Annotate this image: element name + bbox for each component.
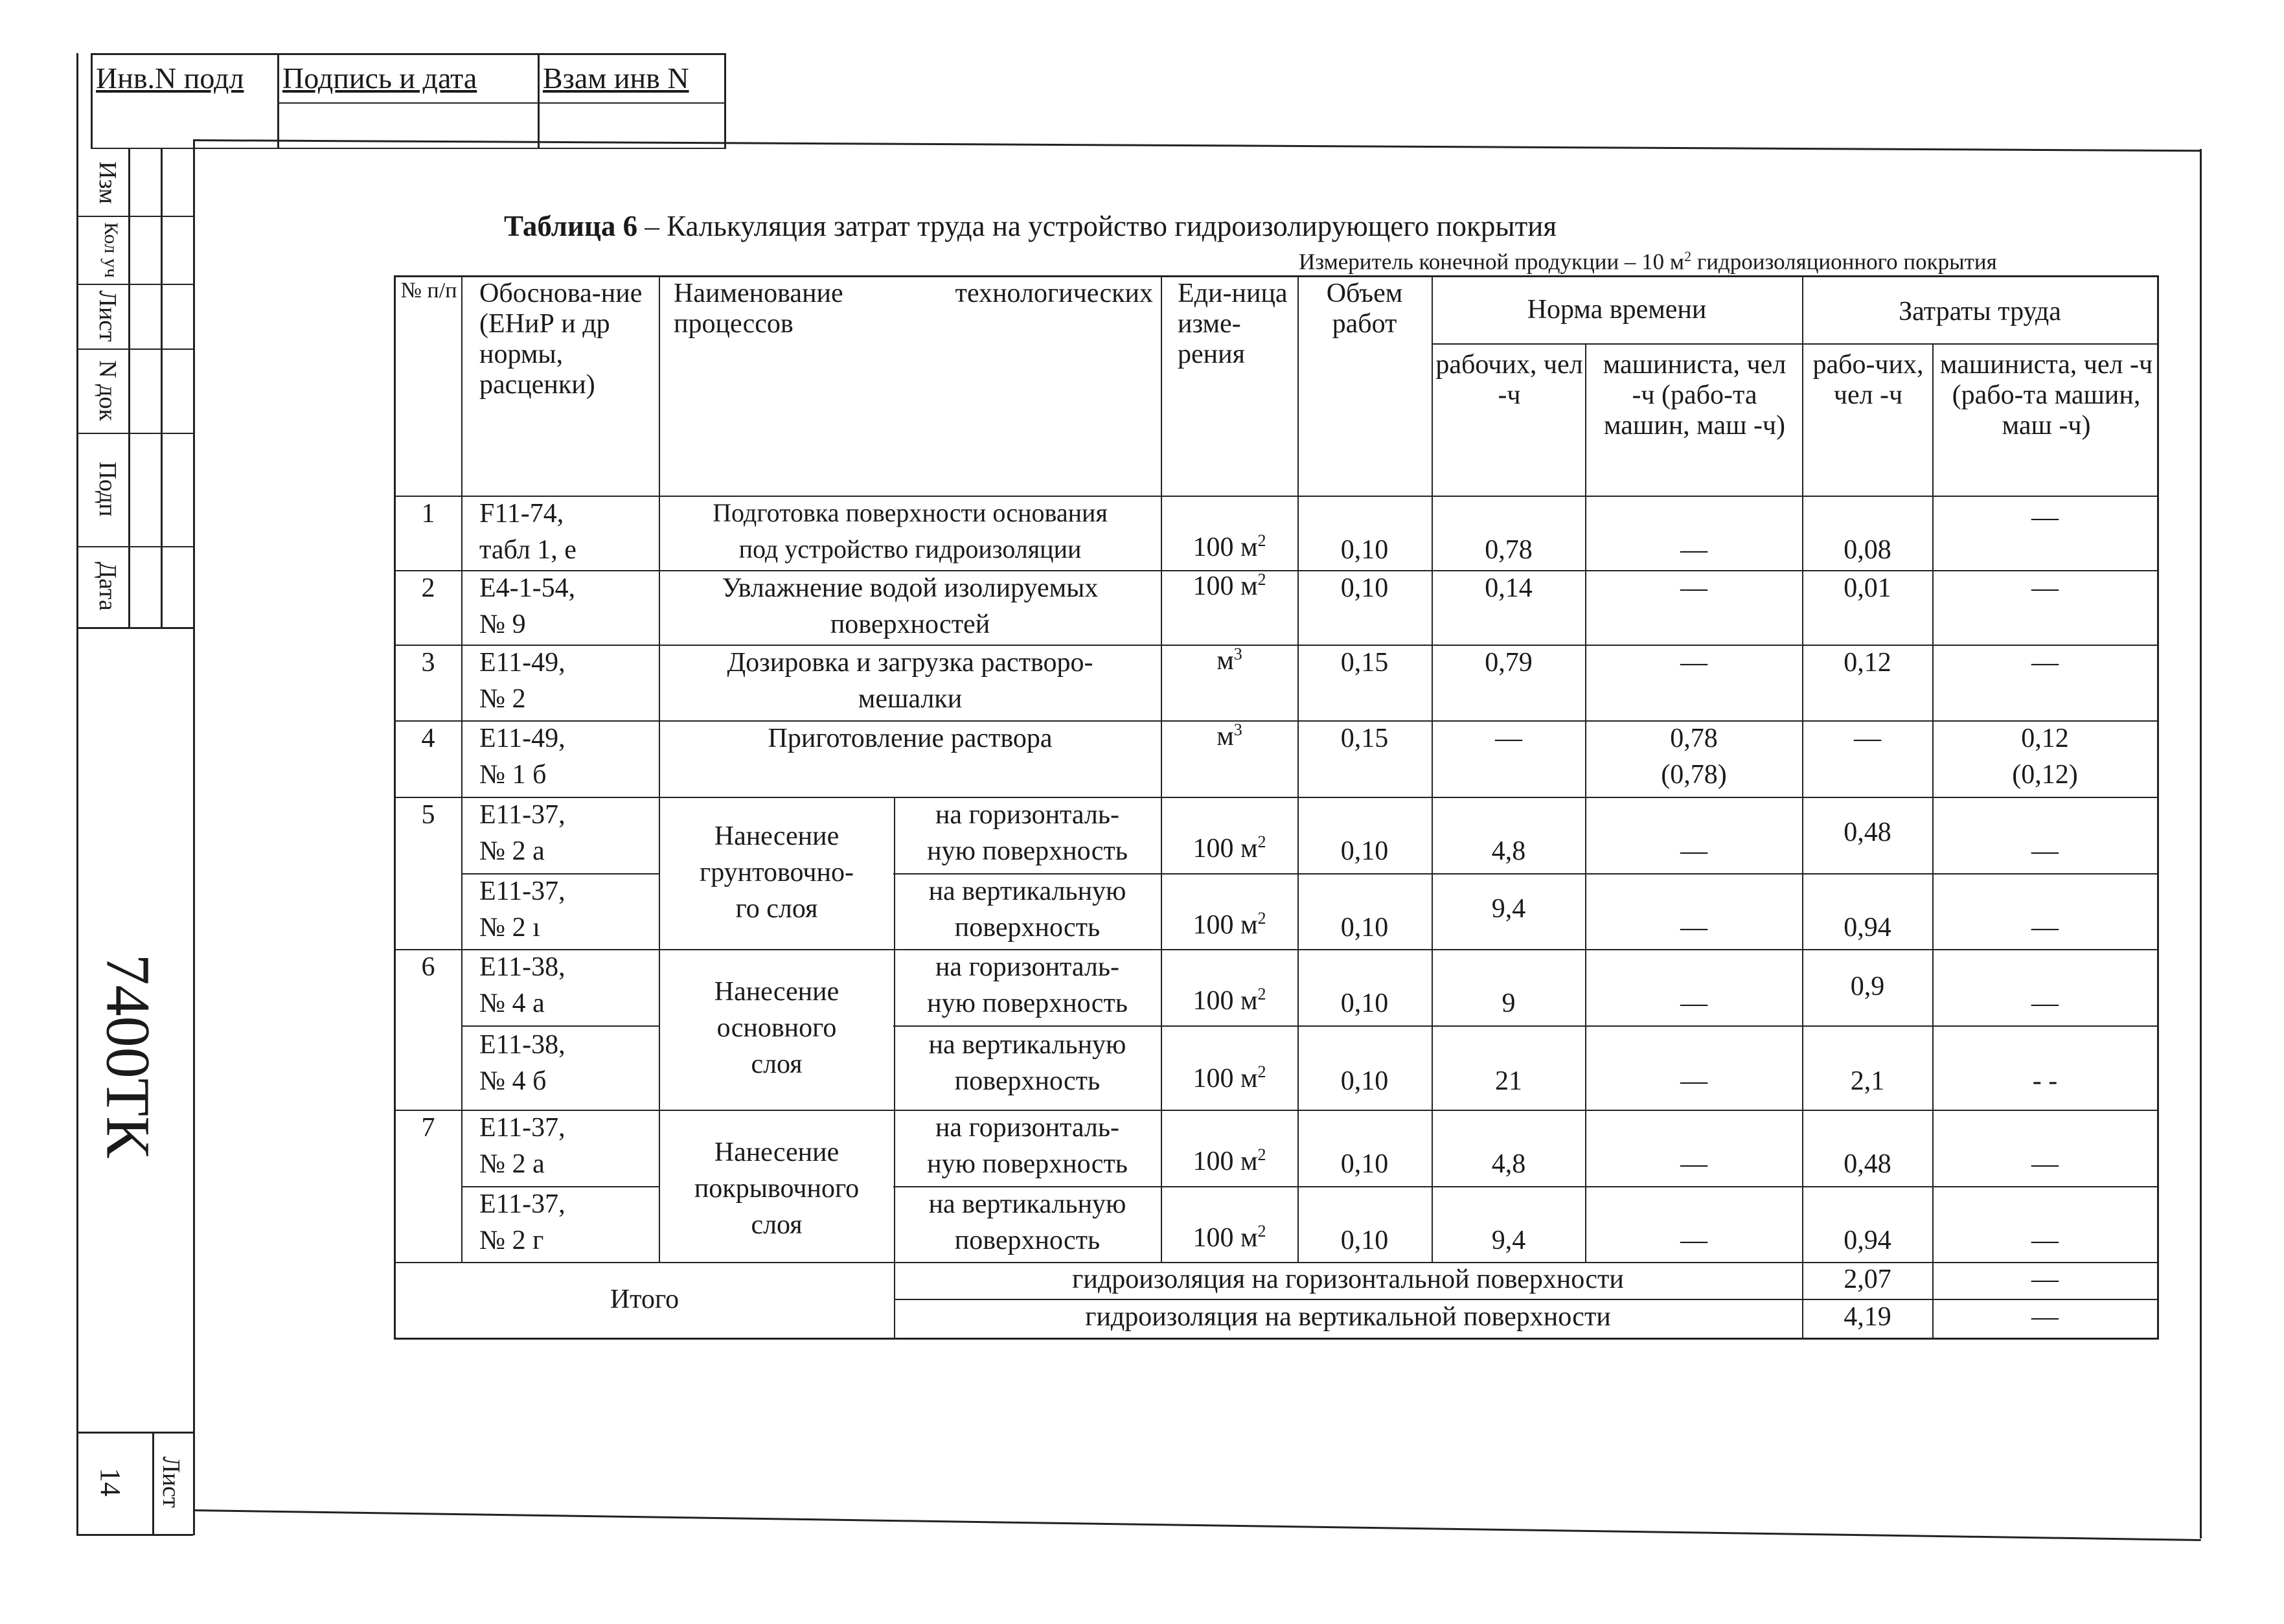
row-7b-basis-1: Е11-37, [479,1189,565,1219]
total-horizontal-workers: 2,07 [1844,1264,1891,1294]
row-5a-norm-machinist: — [1680,836,1707,866]
row-6-group-3: слоя [751,1049,803,1079]
sheet-label: Лист [157,1456,185,1508]
row-1-cost-workers: 0,08 [1844,535,1891,565]
row-2-num: 2 [421,573,435,603]
row-5-group-1: Нанесение [714,821,839,851]
row-5b-volume: 0,10 [1340,913,1389,943]
header-norm-time: Норма времени [1527,295,1707,325]
row-7b-norm-workers: 9,4 [1491,1226,1526,1255]
header-unit: Еди-ница изме-рения [1178,279,1288,370]
row-6a-name-1: на горизонталь- [935,952,1120,982]
row-1-name-2: под устройство гидроизоляции [738,534,1082,564]
row-3-cost-workers: 0,12 [1844,648,1891,678]
row-6b-name-1: на вертикальную [928,1030,1126,1060]
total-vertical-workers: 4,19 [1844,1302,1891,1332]
row-3-basis-2: № 2 [479,684,526,714]
table-caption: Таблица 6 – Калькуляция затрат труда на устройство гидроизолирующего покрытия [504,210,1557,242]
row-5b-basis-1: Е11-37, [479,876,565,906]
total-label: Итого [610,1285,679,1314]
row-1-basis-1: F11-74, [479,499,564,529]
row-6b-norm-workers: 21 [1495,1066,1522,1096]
row-6-group-2: основного [716,1013,837,1043]
stamp-inv-podl: Инв.N подл [96,62,244,95]
row-4-volume: 0,15 [1340,724,1389,753]
row-6a-basis-2: № 4 а [479,989,545,1018]
row-5b-norm-workers: 9,4 [1491,894,1526,924]
row-3-basis-1: Е11-49, [479,648,565,678]
row-3-volume: 0,15 [1340,648,1389,678]
row-7a-name-2: ную поверхность [927,1149,1128,1179]
row-1-num: 1 [421,499,435,529]
row-2-unit: 100 $м^2$ [1193,570,1266,601]
row-1-unit: 100 $м^2$ [1193,531,1266,562]
document-code: 7400ТК [93,954,163,1158]
row-6b-norm-machinist: — [1680,1066,1707,1096]
row-6-group-1: Нанесение [714,977,839,1007]
row-5b-cost-workers: 0,94 [1844,913,1891,943]
row-4-cost-workers: — [1854,724,1881,753]
total-vertical-machinist: — [2031,1302,2059,1332]
row-5a-name-2: ную поверхность [927,836,1128,866]
row-7-group-3: слоя [751,1210,803,1240]
row-6a-unit: 100 $м^2$ [1193,985,1266,1016]
row-2-norm-workers: 0,14 [1485,573,1533,603]
row-4-norm-workers: — [1495,724,1522,753]
row-4-unit: $м^3$ [1216,720,1242,751]
header-norm-machinist: машиниста, чел -ч (рабо-та машин, маш -ч) [1603,350,1787,441]
row-6a-name-2: ную поверхность [927,989,1128,1018]
row-7b-basis-2: № 2 г [479,1226,544,1255]
row-5a-cost-machinist: — [2031,836,2059,866]
row-2-cost-workers: 0,01 [1844,573,1891,603]
header-costs: Затраты труда [1899,297,2061,326]
row-3-name-2: мешалки [858,684,963,714]
row-2-basis-2: № 9 [479,610,526,639]
row-6a-cost-machinist: — [2031,989,2059,1018]
header-volume: Объем работ [1326,279,1403,339]
row-5a-norm-workers: 4,8 [1491,836,1526,866]
row-7a-name-1: на горизонталь- [935,1113,1120,1143]
row-6-num: 6 [421,952,435,982]
row-7a-cost-machinist: — [2031,1149,2059,1179]
row-7a-basis-1: Е11-37, [479,1113,565,1143]
row-7b-name-1: на вертикальную [928,1189,1126,1219]
row-1-norm-machinist: — [1680,535,1707,565]
row-5b-cost-machinist: — [2031,913,2059,943]
total-horizontal-machinist: — [2031,1264,2059,1294]
row-5b-norm-machinist: — [1680,913,1707,943]
row-3-unit: $м^3$ [1216,645,1242,676]
row-7-group-1: Нанесение [714,1138,839,1167]
row-2-norm-machinist: — [1680,573,1707,603]
measurer-note: Измеритель конечной продукции – 10 $м^2$ гидроизоляционного покрытия [1299,248,1997,275]
row-6b-volume: 0,10 [1340,1066,1389,1096]
row-4-basis-1: Е11-49, [479,724,565,753]
row-6a-cost-workers: 0,9 [1850,972,1885,1001]
row-5b-unit: 100 $м^2$ [1193,909,1266,940]
stamp-replacement-inv: Взам инв N [543,62,689,95]
row-2-name-2: поверхностей [830,610,990,639]
header-basis: Обоснова-ние (ЕНиР и др нормы, расценки) [479,279,643,400]
side-izm: Изм [94,161,121,204]
row-5a-basis-2: № 2 а [479,836,545,866]
row-5a-basis-1: Е11-37, [479,800,565,830]
total-vertical-label: гидроизоляция на вертикальной поверхности [1085,1302,1611,1332]
row-7a-cost-workers: 0,48 [1844,1149,1891,1179]
row-4-num: 4 [421,724,435,753]
row-5a-unit: 100 $м^2$ [1193,832,1266,863]
row-4-norm-machinist-1: 0,78 [1670,724,1718,753]
row-7b-volume: 0,10 [1340,1226,1389,1255]
row-7a-norm-workers: 4,8 [1491,1149,1526,1179]
row-6a-norm-workers: 9 [1502,989,1516,1018]
row-4-cost-machinist-2: (0,12) [2012,760,2078,790]
header-norm-workers: рабочих, чел -ч [1435,350,1583,411]
side-list: Лист [94,290,121,342]
side-data: Дата [94,562,121,611]
row-7b-cost-workers: 0,94 [1844,1226,1891,1255]
side-n-dok: N док [94,360,121,421]
row-3-norm-workers: 0,79 [1485,648,1533,678]
row-6b-name-2: поверхность [954,1066,1101,1096]
row-7a-unit: 100 $м^2$ [1193,1145,1266,1176]
header-process-name: Наименование технологических процессов [674,279,1153,339]
row-4-norm-machinist-2: (0,78) [1661,760,1727,790]
row-7b-name-2: поверхность [954,1226,1101,1255]
row-4-name: Приготовление раствора [768,724,1053,753]
side-podp: Подп [94,461,121,517]
row-7b-norm-machinist: — [1680,1226,1707,1255]
row-5b-name-1: на вертикальную [928,876,1126,906]
row-6a-basis-1: Е11-38, [479,952,565,982]
row-6b-cost-workers: 2,1 [1850,1066,1885,1096]
header-cost-machinist: машиниста, чел -ч (рабо-та машин, маш -ч) [1939,350,2153,441]
row-5a-volume: 0,10 [1340,836,1389,866]
row-2-basis-1: Е4-1-54, [479,573,576,603]
row-6a-norm-machinist: — [1680,989,1707,1018]
row-3-norm-machinist: — [1680,648,1707,678]
row-2-volume: 0,10 [1340,573,1389,603]
row-3-name-1: Дозировка и загрузка растворо- [727,648,1093,678]
row-1-volume: 0,10 [1340,535,1389,565]
row-4-cost-machinist-1: 0,12 [2021,724,2069,753]
row-1-cost-machinist: — [2031,503,2059,532]
row-7a-norm-machinist: — [1680,1149,1707,1179]
row-5b-name-2: поверхность [954,913,1101,943]
header-num: № п/п [400,279,457,303]
row-2-name-1: Увлажнение водой изолируемых [722,573,1099,603]
row-6b-cost-machinist: - - [2032,1066,2058,1096]
row-6b-unit: 100 $м^2$ [1193,1062,1266,1093]
sheet-number: 14 [95,1468,126,1496]
row-5-num: 5 [421,800,435,830]
row-7b-cost-machinist: — [2031,1226,2059,1255]
row-5-group-2: грунтовочно- [700,858,854,887]
row-1-name-1: Подготовка поверхности основания [713,498,1108,527]
row-6a-volume: 0,10 [1340,989,1389,1018]
stamp-signature-date: Подпись и дата [282,62,477,95]
row-5b-basis-2: № 2 ı [479,913,540,943]
row-7a-volume: 0,10 [1340,1149,1389,1179]
total-horizontal-label: гидроизоляция на горизонтальной поверхности [1072,1264,1624,1294]
row-5a-name-1: на горизонталь- [935,800,1120,830]
row-1-norm-workers: 0,78 [1485,535,1533,565]
row-2-cost-machinist: — [2031,573,2059,603]
row-4-basis-2: № 1 б [479,760,547,790]
header-cost-workers: рабо-чих, чел -ч [1812,350,1924,411]
row-7b-unit: 100 $м^2$ [1193,1222,1266,1253]
row-5a-cost-workers: 0,48 [1844,818,1891,847]
row-7a-basis-2: № 2 а [479,1149,545,1179]
row-1-basis-2: табл 1, е [479,535,577,565]
row-7-num: 7 [421,1113,435,1143]
row-3-num: 3 [421,648,435,678]
row-6b-basis-2: № 4 б [479,1066,547,1096]
row-6b-basis-1: Е11-38, [479,1030,565,1060]
row-5-group-3: го слоя [735,894,818,924]
row-7-group-2: покрывочного [694,1174,860,1204]
row-3-cost-machinist: — [2031,648,2059,678]
side-kol-uch: Кол уч [100,222,122,278]
